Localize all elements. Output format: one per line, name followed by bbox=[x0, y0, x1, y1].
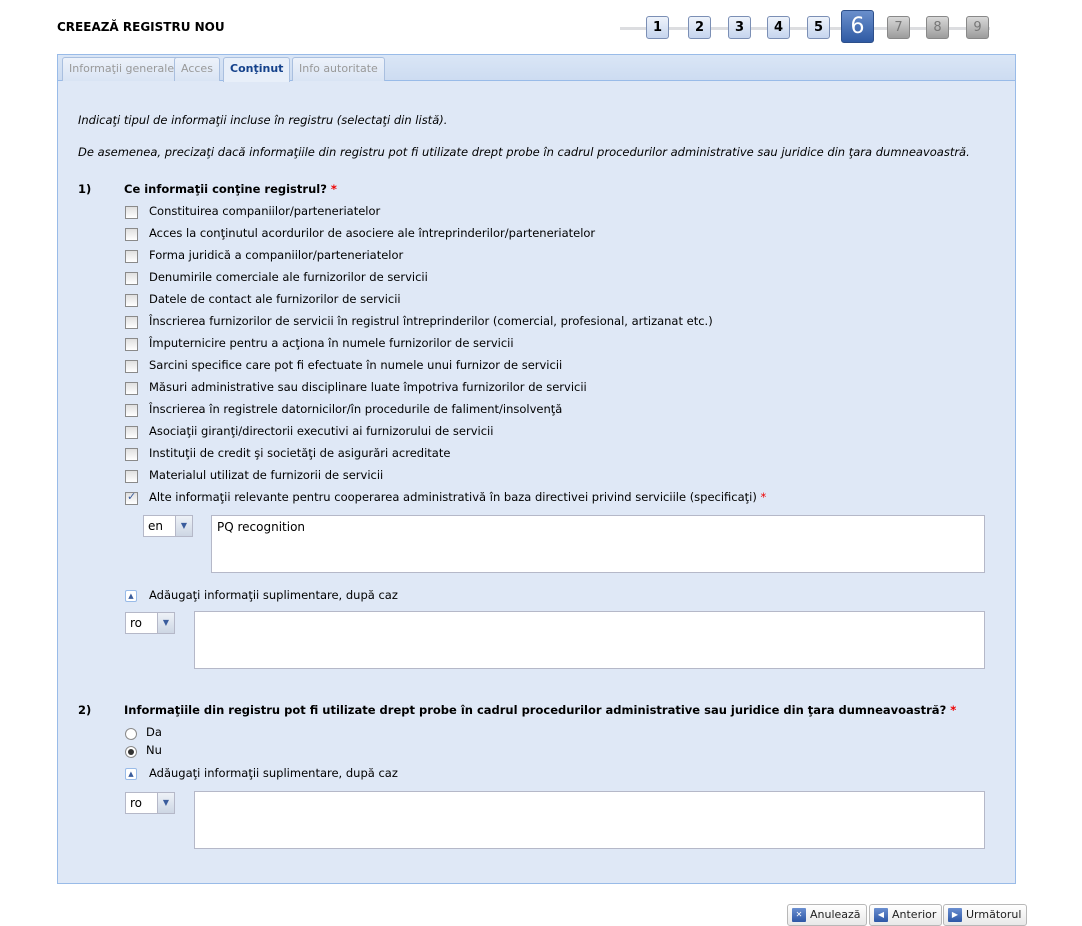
page-title: CREEAZĂ REGISTRU NOU bbox=[57, 20, 225, 34]
q1-extra-label: Adăugaţi informaţii suplimentare, după caz bbox=[149, 588, 398, 602]
checkbox[interactable] bbox=[125, 206, 138, 219]
checkbox-label: Denumirile comerciale ale furnizorilor de servicii bbox=[149, 270, 428, 284]
radio-nu[interactable] bbox=[125, 746, 137, 758]
checkbox-label: Acces la conţinutul acordurilor de asociere ale întreprinderilor/parteneriatelor bbox=[149, 226, 596, 240]
q2-label: Informaţiile din registru pot fi utilizate drept probe în cadrul procedurilor administrative sau juridice din ţara dumneavoastră? * bbox=[124, 703, 957, 717]
tab-access[interactable]: Acces bbox=[174, 57, 220, 81]
intro-text-1: Indicaţi tipul de informaţii incluse în registru (selectaţi din listă). bbox=[78, 113, 448, 127]
checkbox[interactable] bbox=[125, 426, 138, 439]
next-button[interactable]: ▶ Următorul bbox=[943, 904, 1027, 926]
step-3[interactable]: 3 bbox=[728, 16, 751, 39]
checkbox-label: Forma juridică a companiilor/parteneriatelor bbox=[149, 248, 404, 262]
step-9: 9 bbox=[966, 16, 989, 39]
cancel-button[interactable]: ✕ Anulează bbox=[787, 904, 867, 926]
checkbox[interactable] bbox=[125, 470, 138, 483]
checkbox[interactable] bbox=[125, 250, 138, 263]
checkbox-label: Asociaţii giranţi/directorii executivi ai furnizorului de servicii bbox=[149, 424, 494, 438]
required-marker: * bbox=[760, 490, 767, 504]
radio-da-label: Da bbox=[146, 725, 162, 739]
q1-label: Ce informaţii conţine registrul? * bbox=[124, 182, 337, 196]
checkbox-label: Instituţii de credit şi societăţi de asigurări acreditate bbox=[149, 446, 451, 460]
q2-extra-textarea[interactable] bbox=[194, 791, 985, 849]
radio-da[interactable] bbox=[125, 728, 137, 740]
tab-content[interactable]: Conţinut bbox=[223, 57, 290, 82]
tab-authority-info[interactable]: Info autoritate bbox=[292, 57, 385, 81]
step-7: 7 bbox=[887, 16, 910, 39]
checkbox[interactable] bbox=[125, 272, 138, 285]
checkbox[interactable] bbox=[125, 338, 138, 351]
q2-extra-label: Adăugaţi informaţii suplimentare, după caz bbox=[149, 766, 398, 780]
tab-general-info[interactable]: Informaţii generale bbox=[62, 57, 181, 81]
chevron-down-icon: ▼ bbox=[157, 613, 174, 633]
expand-toggle-icon[interactable]: ▲ bbox=[125, 768, 137, 780]
step-4[interactable]: 4 bbox=[767, 16, 790, 39]
checkbox[interactable] bbox=[125, 294, 138, 307]
checkbox-label: Măsuri administrative sau disciplinare luate împotriva furnizorilor de servicii bbox=[149, 380, 587, 394]
q2-number: 2) bbox=[78, 703, 92, 717]
step-8: 8 bbox=[926, 16, 949, 39]
previous-button[interactable]: ◀ Anterior bbox=[869, 904, 942, 926]
tab-bar bbox=[58, 55, 1015, 81]
checkbox-label bbox=[149, 490, 766, 504]
checkbox-label: Datele de contact ale furnizorilor de servicii bbox=[149, 292, 401, 306]
q1-extra-language-select[interactable]: ro ▼ bbox=[125, 612, 175, 634]
other-language-select[interactable]: en ▼ bbox=[143, 515, 193, 537]
checkbox-label: Materialul utilizat de furnizorii de servicii bbox=[149, 468, 384, 482]
checkbox[interactable] bbox=[125, 360, 138, 373]
other-info-textarea[interactable]: PQ recognition bbox=[211, 515, 985, 573]
checkbox-label: Împuternicire pentru a acţiona în numele furnizorilor de servicii bbox=[149, 336, 514, 350]
chevron-down-icon: ▼ bbox=[175, 516, 192, 536]
checkbox-label: Înscrierea în registrele datornicilor/în procedurile de faliment/insolvenţă bbox=[149, 402, 563, 416]
chevron-down-icon: ▼ bbox=[157, 793, 174, 813]
step-6[interactable]: 6 bbox=[841, 10, 874, 43]
checkbox-label: Constituirea companiilor/parteneriatelor bbox=[149, 204, 381, 218]
expand-toggle-icon[interactable]: ▲ bbox=[125, 590, 137, 602]
q2-extra-language-select[interactable]: ro ▼ bbox=[125, 792, 175, 814]
checkbox-label: Înscrierea furnizorilor de servicii în registrul întreprinderilor (comercial, profesional, artizanat etc.) bbox=[149, 314, 713, 328]
intro-text-2: De asemenea, precizaţi dacă informaţiile din registru pot fi utilizate drept probe în cadrul procedurilor administrative sau juridice din ţara dumneavoastră. bbox=[78, 145, 970, 159]
step-1[interactable]: 1 bbox=[646, 16, 669, 39]
checkbox-label-text: Alte informaţii relevante pentru cooperarea administrativă în baza directivei privind serviciile (specificaţi) bbox=[149, 490, 757, 504]
checkbox[interactable] bbox=[125, 316, 138, 329]
checkbox[interactable] bbox=[125, 492, 138, 505]
radio-nu-label: Nu bbox=[146, 743, 162, 757]
checkbox[interactable] bbox=[125, 404, 138, 417]
checkbox[interactable] bbox=[125, 382, 138, 395]
wizard-steps bbox=[620, 10, 990, 44]
checkbox[interactable] bbox=[125, 448, 138, 461]
arrow-left-icon: ◀ bbox=[874, 908, 888, 922]
close-icon: ✕ bbox=[792, 908, 806, 922]
checkbox-label: Sarcini specifice care pot fi efectuate în numele unui furnizor de servicii bbox=[149, 358, 563, 372]
q1-extra-textarea[interactable] bbox=[194, 611, 985, 669]
step-2[interactable]: 2 bbox=[688, 16, 711, 39]
checkbox[interactable] bbox=[125, 228, 138, 241]
arrow-right-icon: ▶ bbox=[948, 908, 962, 922]
step-5[interactable]: 5 bbox=[807, 16, 830, 39]
q1-number: 1) bbox=[78, 182, 92, 196]
